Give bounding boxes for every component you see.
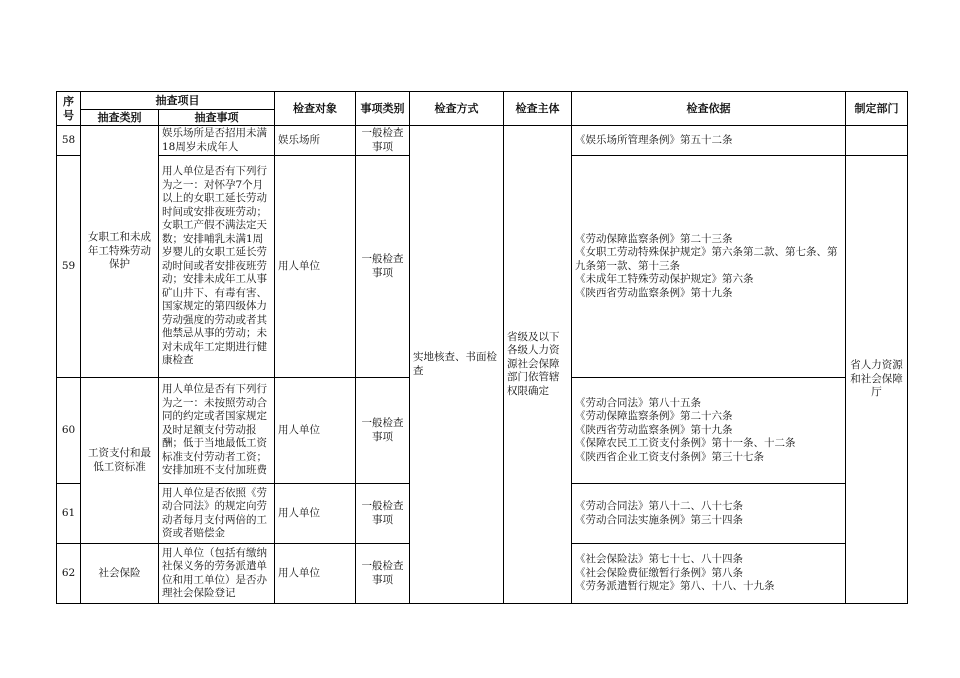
header-seq: 序号: [57, 92, 81, 126]
row-basis: [572, 378, 846, 484]
basis-line: 《劳动合同法》第八十五条: [575, 396, 701, 409]
header-method: 检查方式: [410, 92, 504, 126]
basis-line: 《未成年工特殊劳动保护规定》第六条: [575, 273, 754, 286]
row-basis: [572, 126, 846, 156]
shared-dept: 省人力资源和社会保障厅: [846, 156, 908, 604]
row-target: 用人单位: [275, 544, 356, 604]
row-item: 用人单位是否依照《劳动合同法》的规定向劳动者每月支付两倍的工资或者赔偿金: [159, 484, 275, 544]
basis-line: 《娱乐场所管理条例》第五十二条: [575, 133, 733, 146]
row-seq: 62: [57, 544, 81, 604]
row-target: 用人单位: [275, 484, 356, 544]
row-item: 娱乐场所是否招用未满18周岁未成年人: [159, 126, 275, 156]
row-type: 一般检查事项: [356, 378, 410, 484]
basis-line: 《劳务派遣暂行规定》第八、十八、十九条: [575, 580, 775, 593]
row-basis: [572, 156, 846, 378]
header-basis: 检查依据: [572, 92, 846, 126]
table-row: [57, 126, 908, 156]
row-item: 用人单位是否有下列行为之一：未按照劳动合同的约定或者国家规定及时足额支付劳动报酬；低于当地最低工资标准支付劳动者工资；安排加班不支付加班费: [159, 378, 275, 484]
row-category: 工资支付和最低工资标准: [81, 378, 159, 544]
row-seq: 61: [57, 484, 81, 544]
header-target: 检查对象: [275, 92, 356, 126]
basis-line: 九条第一款、第十三条: [575, 259, 680, 272]
row-category: 女职工和未成年工特殊劳动保护: [81, 126, 159, 378]
inspection-table: [56, 91, 908, 604]
row-seq: 60: [57, 378, 81, 484]
basis-line: 《女职工劳动特殊保护规定》第六条第二款、第七条、第: [575, 246, 838, 259]
shared-subject: 省级及以下各级人力资源社会保障部门依管辖权限确定: [504, 126, 572, 604]
row-target: 用人单位: [275, 156, 356, 378]
row-seq: 59: [57, 156, 81, 378]
row-item: 用人单位是否有下列行为之一：对怀孕7个月以上的女职工延长劳动时间或安排夜班劳动；女职工产假不满法定天数；安排哺乳未满1周岁婴儿的女职工延长劳动时间或者安排夜班劳动；安排未成年工从事矿山井下、有毒有害、国家规定的第四级体力劳动强度的劳动或者其他禁忌从事的劳动；未对未成年工定期进行健康检查: [159, 156, 275, 378]
header-subject: 检查主体: [504, 92, 572, 126]
header-dept: 制定部门: [846, 92, 908, 126]
header-category: 抽查类别: [81, 110, 159, 126]
row-type: 一般检查事项: [356, 544, 410, 604]
row-target: 娱乐场所: [275, 126, 356, 156]
basis-line: 《陕西省企业工资支付条例》第三十七条: [575, 450, 764, 463]
header-project: 抽查项目: [81, 92, 275, 110]
basis-line: 《劳动保障监察条例》第二十六条: [575, 410, 733, 423]
basis-line: 《陕西省劳动监察条例》第十九条: [575, 286, 733, 299]
row-category: 社会保险: [81, 544, 159, 604]
row-seq: 58: [57, 126, 81, 156]
basis-line: 《保障农民工工资支付条例》第十一条、十二条: [575, 437, 796, 450]
basis-line: 《劳动保障监察条例》第二十三条: [575, 232, 733, 245]
shared-method: 实地核查、书面检查: [410, 126, 504, 604]
row-type: 一般检查事项: [356, 156, 410, 378]
basis-line: 《社会保险法》第七十七、八十四条: [575, 553, 743, 566]
basis-line: 《劳动合同法实施条例》第三十四条: [575, 513, 743, 526]
row-basis: [572, 484, 846, 544]
row-type: 一般检查事项: [356, 484, 410, 544]
basis-line: 《劳动合同法》第八十二、八十七条: [575, 500, 743, 512]
basis-line: 《社会保险费征缴暂行条例》第八条: [575, 566, 743, 579]
row-type: 一般检查事项: [356, 126, 410, 156]
empty-dept-cell: [846, 126, 908, 156]
header-type: 事项类别: [356, 92, 410, 126]
row-item: 用人单位（包括有缴纳社保义务的劳务派遣单位和用工单位）是否办理社会保险登记: [159, 544, 275, 604]
row-target: 用人单位: [275, 378, 356, 484]
row-basis: [572, 544, 846, 604]
header-item: 抽查事项: [159, 110, 275, 126]
basis-line: 《陕西省劳动监察条例》第十九条: [575, 423, 733, 436]
